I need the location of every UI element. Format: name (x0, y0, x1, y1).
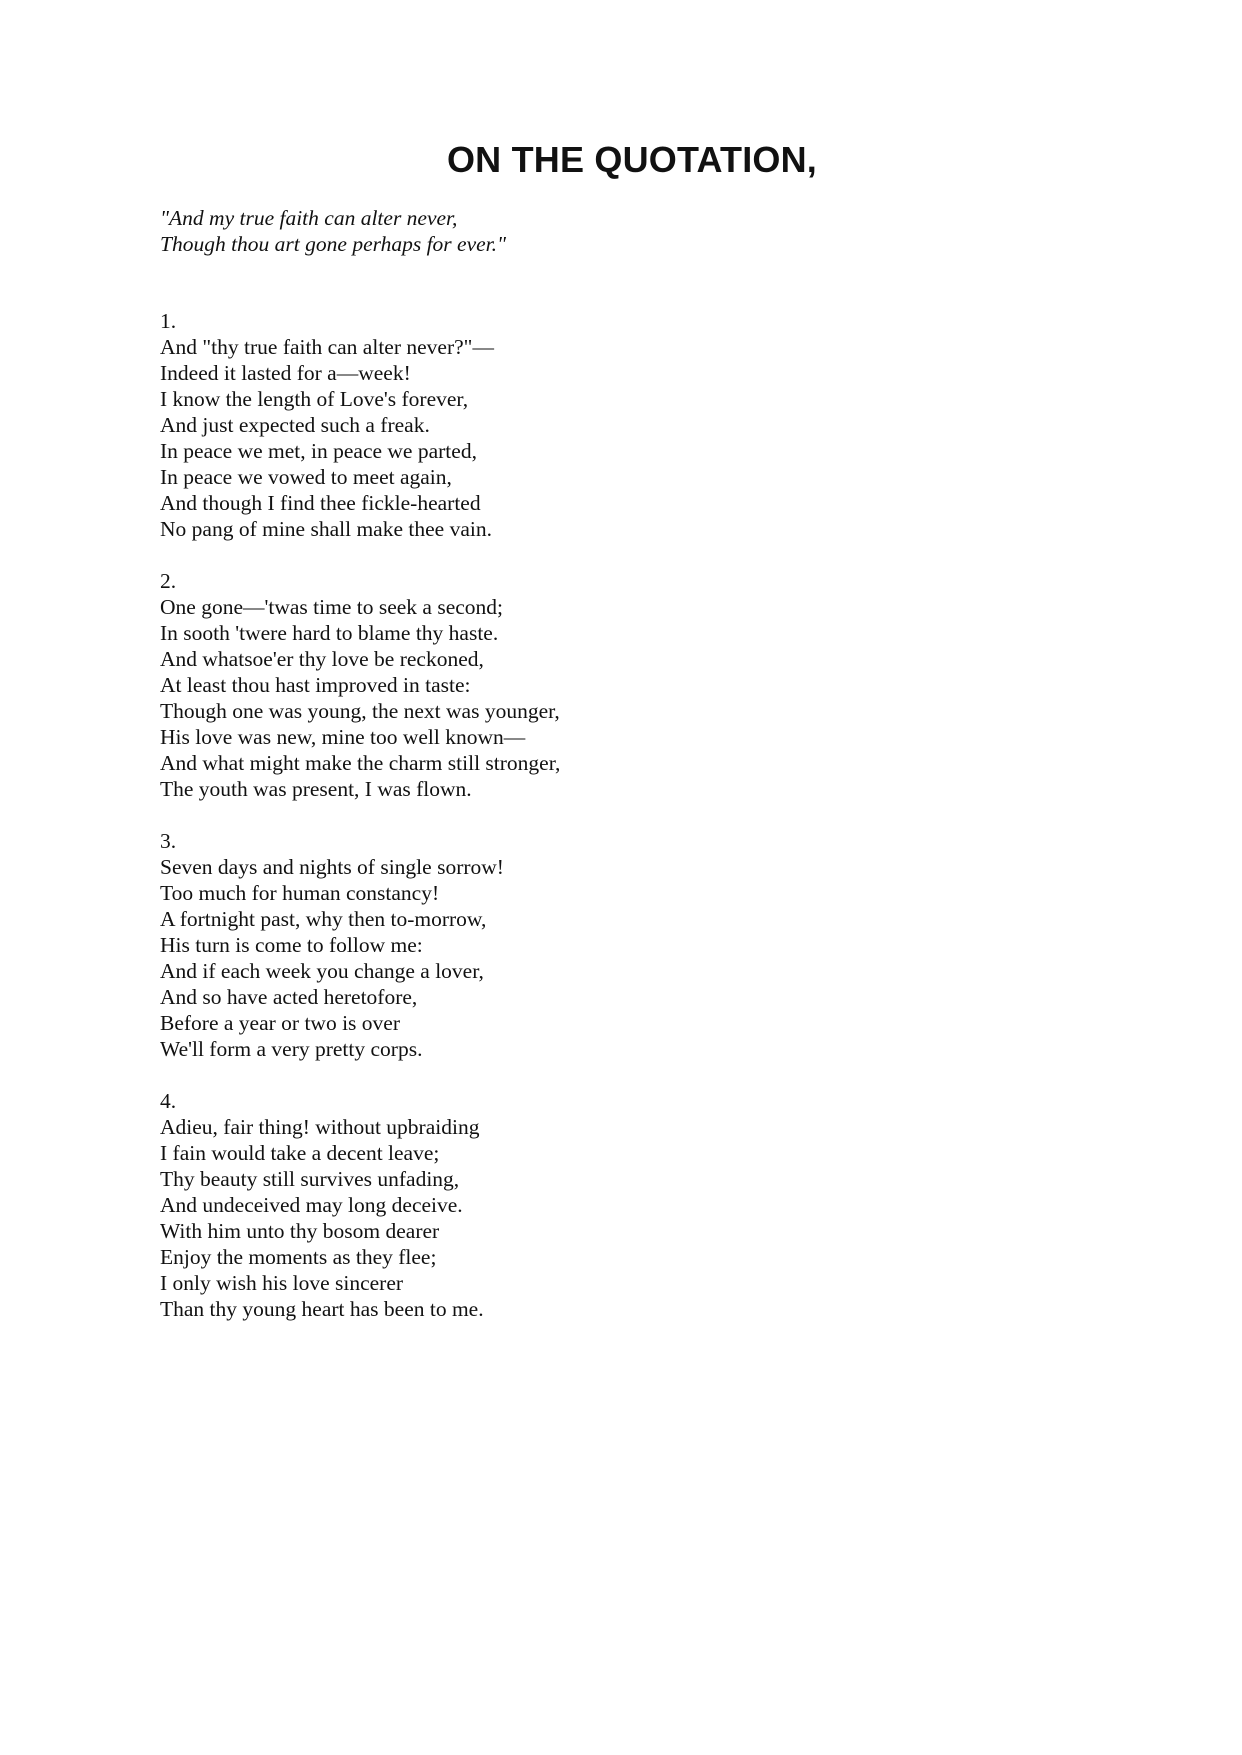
verse-line: And undeceived may long deceive. (160, 1193, 463, 1217)
stanza-number: 1. (160, 309, 177, 333)
stanza-number: 2. (160, 569, 177, 593)
verse-line: In peace we met, in peace we parted, (160, 439, 477, 463)
stanza-3 (160, 828, 504, 1062)
verse-line: With him unto thy bosom dearer (160, 1219, 440, 1243)
verse-line: Too much for human constancy! (160, 881, 440, 905)
verse-line: And if each week you change a lover, (160, 959, 484, 983)
verse-line: And "thy true faith can alter never?"— (160, 335, 494, 359)
poem-title: ON THE QUOTATION, (446, 139, 818, 180)
verse-line: One gone—'twas time to seek a second; (160, 595, 504, 619)
verse-line: Before a year or two is over (160, 1011, 400, 1035)
verse-line: His turn is come to follow me: (160, 933, 423, 957)
verse-line: Seven days and nights of single sorrow! (160, 855, 504, 879)
verse-line: And just expected such a freak. (160, 413, 430, 437)
stanza-4 (160, 1088, 484, 1322)
stanza-1 (160, 308, 494, 542)
verse-line: I fain would take a decent leave; (160, 1141, 440, 1165)
verse-line: And so have acted heretofore, (160, 985, 418, 1009)
epigraph-line: "And my true faith can alter never, (160, 206, 458, 230)
verse-line: In sooth 'twere hard to blame thy haste. (160, 621, 499, 645)
verse-line: Though one was young, the next was younger, (160, 699, 560, 723)
verse-line: Thy beauty still survives unfading, (160, 1167, 460, 1191)
verse-line: Than thy young heart has been to me. (160, 1297, 484, 1321)
verse-line: And whatsoe'er thy love be reckoned, (160, 647, 484, 671)
stanza-number: 4. (160, 1089, 177, 1113)
epigraph (160, 205, 506, 257)
verse-line: A fortnight past, why then to-morrow, (160, 907, 487, 931)
verse-line: I know the length of Love's forever, (160, 387, 469, 411)
verse-line: At least thou hast improved in taste: (160, 673, 471, 697)
verse-line: The youth was present, I was flown. (160, 777, 472, 801)
verse-line: His love was new, mine too well known— (160, 725, 526, 749)
verse-line: In peace we vowed to meet again, (160, 465, 452, 489)
verse-line: Indeed it lasted for a—week! (160, 361, 411, 385)
verse-line: And though I find thee fickle-hearted (160, 491, 481, 515)
verse-line: Adieu, fair thing! without upbraiding (160, 1115, 480, 1139)
stanza-2 (160, 568, 560, 802)
verse-line: No pang of mine shall make thee vain. (160, 517, 492, 541)
stanza-number: 3. (160, 829, 177, 853)
verse-line: Enjoy the moments as they flee; (160, 1245, 437, 1269)
epigraph-line: Though thou art gone perhaps for ever." (160, 232, 507, 256)
verse-line: We'll form a very pretty corps. (160, 1037, 423, 1061)
verse-line: And what might make the charm still stronger, (160, 751, 561, 775)
verse-line: I only wish his love sincerer (160, 1271, 404, 1295)
